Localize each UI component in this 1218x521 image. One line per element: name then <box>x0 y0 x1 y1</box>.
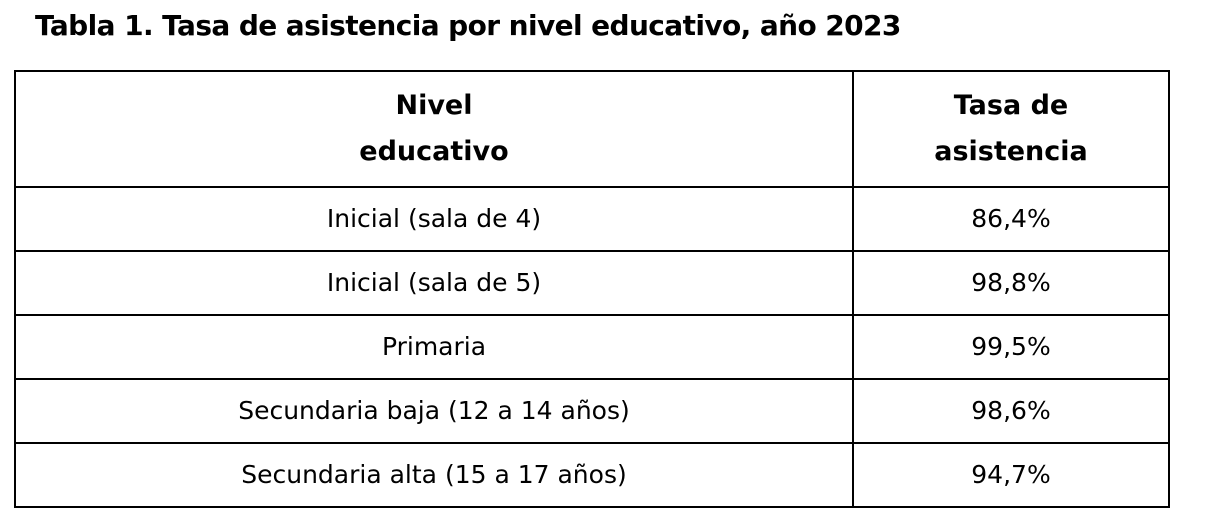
rate-cell: 99,5% <box>853 315 1169 379</box>
level-cell: Secundaria alta (15 a 17 años) <box>15 443 853 507</box>
rate-cell: 86,4% <box>853 187 1169 251</box>
table-row <box>15 187 1169 251</box>
table-row <box>15 443 1169 507</box>
header-label-level: Nivel educativo <box>359 90 509 167</box>
level-cell: Secundaria baja (12 a 14 años) <box>15 379 853 443</box>
header-label-rate: Tasa de asistencia <box>934 90 1088 167</box>
attendance-table <box>14 70 1170 508</box>
rate-cell: 94,7% <box>853 443 1169 507</box>
level-cell: Primaria <box>15 315 853 379</box>
header-cell-rate <box>853 71 1169 187</box>
level-cell: Inicial (sala de 4) <box>15 187 853 251</box>
table-title: Tabla 1. Tasa de asistencia por nivel educativo, año 2023 <box>35 9 901 42</box>
header-row <box>15 71 1169 187</box>
rate-cell: 98,8% <box>853 251 1169 315</box>
table-row <box>15 315 1169 379</box>
level-cell: Inicial (sala de 5) <box>15 251 853 315</box>
rate-cell: 98,6% <box>853 379 1169 443</box>
table-header <box>15 71 1169 187</box>
table-row <box>15 379 1169 443</box>
header-cell-level <box>15 71 853 187</box>
table-body <box>15 187 1169 507</box>
table-row <box>15 251 1169 315</box>
